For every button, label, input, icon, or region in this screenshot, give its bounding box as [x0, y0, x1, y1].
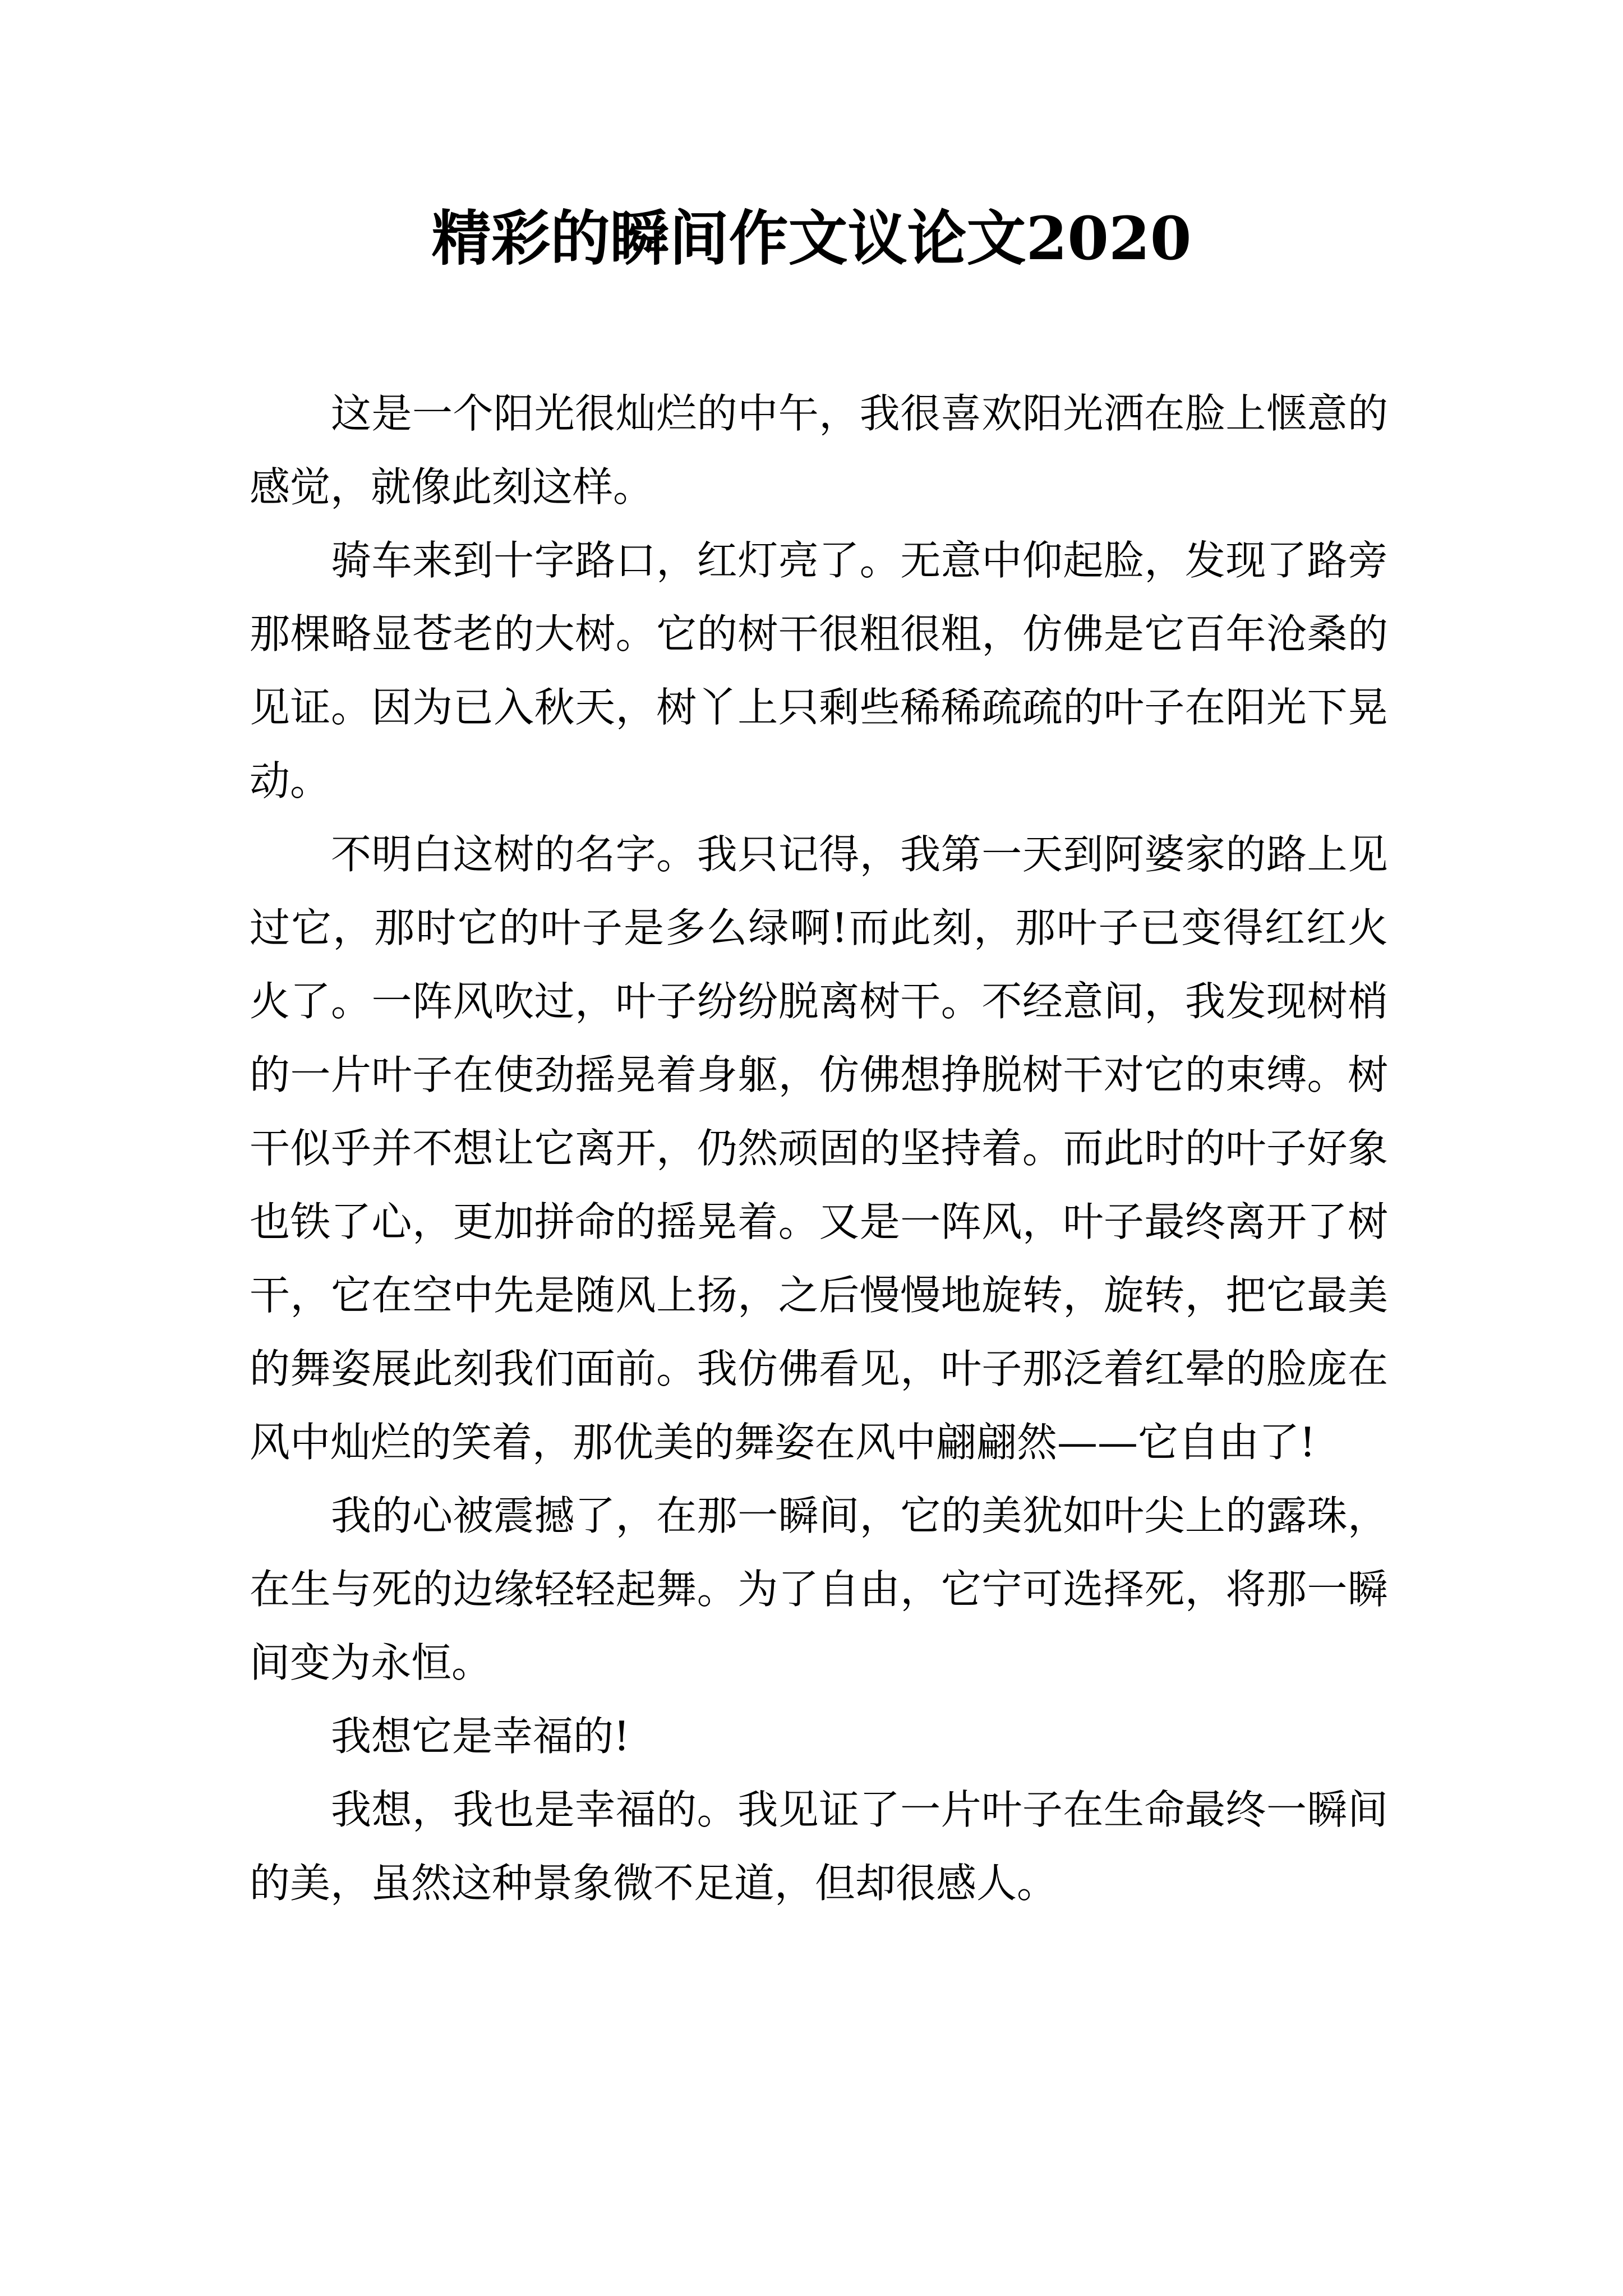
paragraph-6: 我想，我也是幸福的。我见证了一片叶子在生命最终一瞬间的美，虽然这种景象微不足道，但却很感人。 — [250, 1786, 1388, 1907]
document-body — [250, 377, 1388, 1920]
paragraph-4: 我的心被震撼了，在那一瞬间，它的美犹如叶尖上的露珠，在生与死的边缘轻轻起舞。为了自由，它宁可选择死，将那一瞬间变为永恒。 — [250, 1492, 1388, 1686]
paragraph-1: 这是一个阳光很灿烂的中午，我很喜欢阳光洒在脸上惬意的感觉，就像此刻这样。 — [250, 390, 1388, 510]
paragraph-5: 我想它是幸福的! — [331, 1713, 630, 1760]
paragraph-2: 骑车来到十字路口，红灯亮了。无意中仰起脸，发现了路旁那棵略显苍老的大树。它的树干很粗很粗，仿佛是它百年沧桑的见证。因为已入秋天，树丫上只剩些稀稀疏疏的叶子在阳光下晃动。 — [250, 537, 1388, 804]
paragraph-3: 不明白这树的名字。我只记得，我第一天到阿婆家的路上见过它，那时它的叶子是多么绿啊!而此刻，那叶子已变得红红火火了。一阵风吹过，叶子纷纷脱离树干。不经意间，我发现树梢的一片叶子在使劲摇晃着身躯，仿佛想挣脱树干对它的束缚。树干似乎并不想让它离开，仍然顽固的坚持着。而此时的叶子好象也铁了心，更加拼命的摇晃着。又是一阵风，叶子最终离开了树干，它在空中先是随风上扬，之后慢慢地旋转，旋转，把它最美的舞姿展此刻我们面前。我仿佛看见，叶子那泛着红晕的脸庞在风中灿烂的笑着，那优美的舞姿在风中翩翩然——它自由了! — [250, 831, 1388, 1466]
document-title: 精彩的瞬间作文议论文2020 — [431, 203, 1192, 273]
